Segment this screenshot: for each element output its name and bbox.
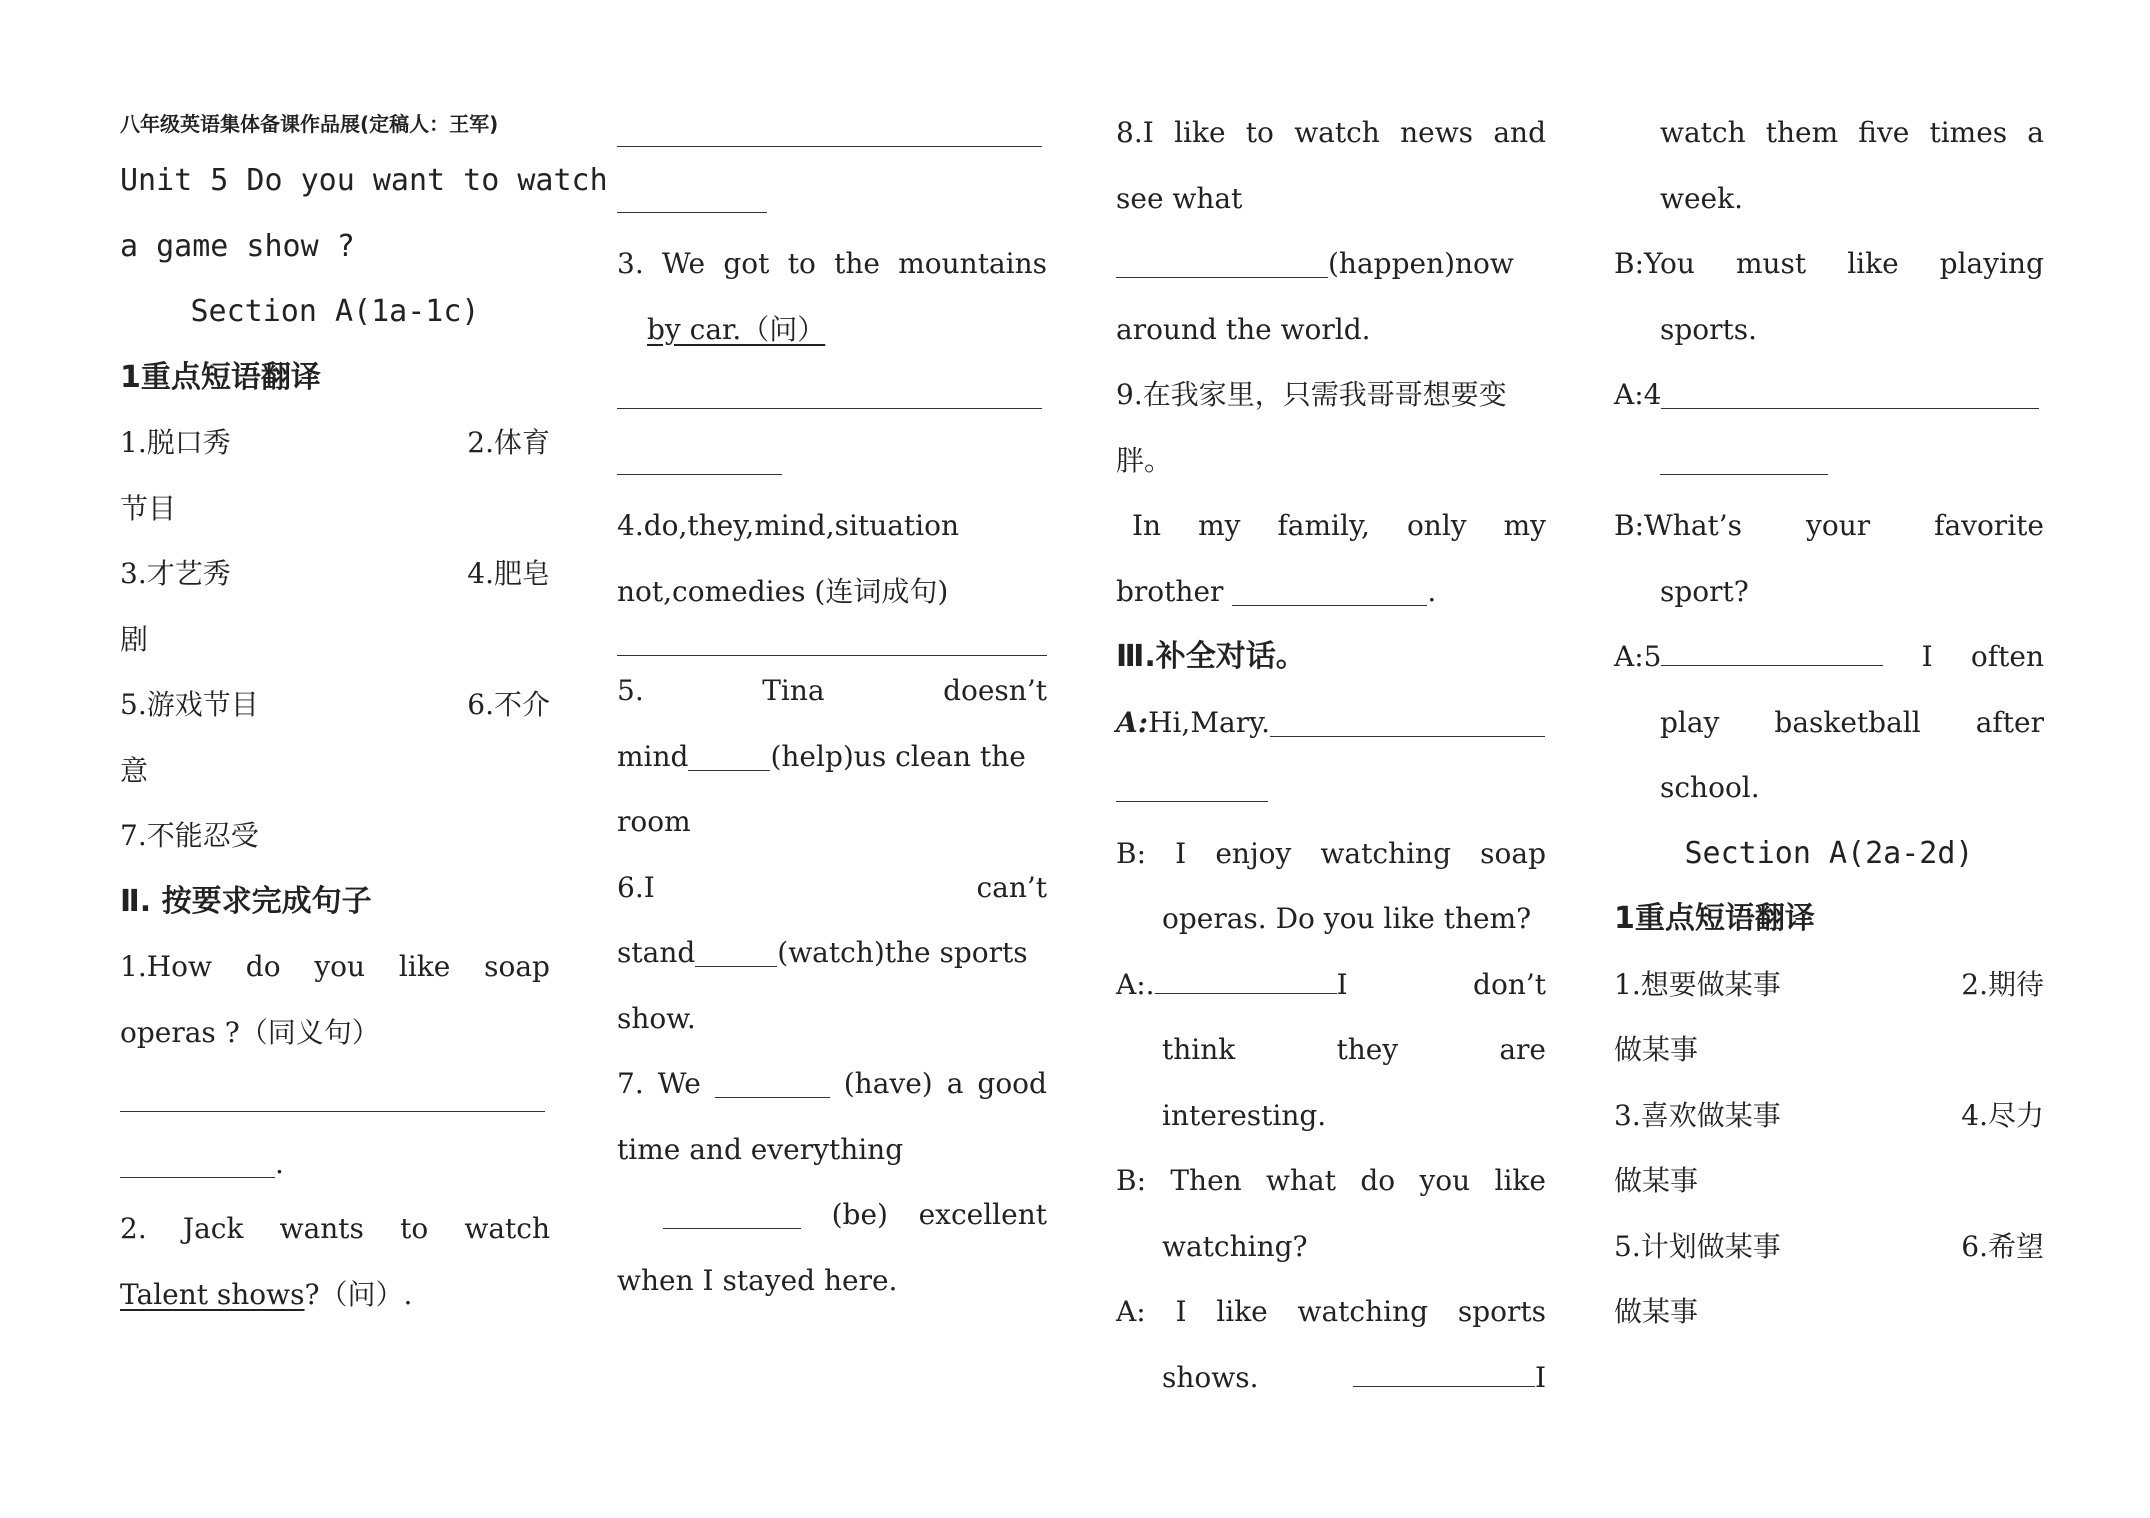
column-1 (120, 100, 608, 1327)
q5-line-3: room (617, 805, 691, 838)
word: they (1336, 1033, 1399, 1066)
word: family, (1277, 509, 1370, 542)
dialogue-line-9 (1614, 624, 2044, 690)
word: watch (1294, 116, 1380, 149)
dialogue-line-5-cont (1116, 1345, 1546, 1411)
dialogue-text: Hi,Mary. (1148, 705, 1271, 739)
word: enjoy (1215, 836, 1292, 870)
word: soap (484, 950, 550, 983)
q6-line (617, 855, 1047, 921)
p4-row-2-cont: 做某事 (1614, 1164, 1699, 1197)
dialogue-line-7-cont[interactable] (1614, 428, 2044, 494)
word: (be) (831, 1198, 888, 1231)
word: and (1493, 116, 1546, 149)
part-4-title: 1重点短语翻译 (1614, 901, 1815, 936)
p4-row-2 (1614, 1083, 2044, 1149)
document-header: 八年级英语集体备课作品展(定稿人：王军) (120, 112, 499, 136)
q9-line: 9.在我家里，只需我哥哥想要变 (1116, 378, 1507, 411)
word: the (834, 247, 880, 280)
word: I (1921, 640, 1933, 673)
word: after (1975, 705, 2044, 739)
q1-answer-line[interactable] (120, 1065, 550, 1131)
dialogue-line-3-cont (1116, 1017, 1546, 1083)
q3-answer-line[interactable] (617, 362, 1047, 428)
word: what (1266, 1164, 1336, 1197)
word: good (977, 1067, 1047, 1100)
speaker-label: A:5 (1614, 640, 1662, 673)
period: . (1427, 574, 1437, 608)
phrase: 5.计划做某事 (1614, 1229, 1781, 1263)
q1-line (120, 934, 550, 1000)
answer-blank[interactable] (1116, 773, 1268, 802)
word: a (2027, 116, 2044, 149)
dialogue-line-4 (1116, 1148, 1546, 1214)
word: sports (1457, 1295, 1546, 1328)
word: to (787, 247, 816, 280)
q3-line (617, 231, 1047, 297)
word: often (1970, 640, 2044, 673)
word: do (1360, 1164, 1396, 1197)
word: like (398, 950, 451, 983)
word: don’t (1473, 967, 1546, 1001)
phrase-row-1-cont: 节目 (120, 491, 177, 525)
q8-line-4: around the world. (1116, 312, 1371, 346)
word: (have) (843, 1067, 933, 1100)
column-3 (1116, 100, 1546, 1410)
phrase-1: 1.脱口秀 (120, 426, 231, 459)
dialogue-line-4-cont: watching? (1162, 1229, 1308, 1263)
phrase-3: 3.才艺秀 (120, 557, 231, 590)
word: 6.I (617, 870, 655, 904)
word: can’t (976, 870, 1047, 904)
word: watching (1297, 1295, 1429, 1328)
word: Jack (182, 1212, 244, 1245)
word: like (1174, 116, 1226, 149)
phrase-4: 4.肥皂 (467, 557, 550, 590)
q6-line-2 (617, 920, 1047, 986)
q4-answer-line[interactable] (617, 624, 1047, 658)
word: play (1660, 705, 1720, 739)
phrase-row-4: 7.不能忍受 (120, 819, 259, 852)
dialogue-line-8-cont: sport? (1660, 574, 1749, 608)
dialogue-line-5 (1116, 1279, 1546, 1345)
word: I (1175, 1295, 1187, 1328)
dialogue-line-8 (1614, 493, 2044, 559)
word: to (400, 1212, 429, 1245)
part-2-title: Ⅱ. 按要求完成句子 (120, 883, 372, 919)
word: news (1400, 116, 1474, 149)
phrase: 4.尽力 (1961, 1098, 2044, 1132)
word: Tina (762, 674, 825, 707)
q3-line-2 (617, 297, 1047, 363)
answer-blank[interactable] (120, 1083, 545, 1112)
q8-tail: (happen)now (1328, 247, 1514, 280)
answer-blank[interactable] (1232, 577, 1427, 606)
answer-blank[interactable] (617, 184, 767, 213)
phrase: 1.想要做某事 (1614, 967, 1781, 1001)
dialogue-line-6 (1614, 231, 2044, 297)
word: B:You (1614, 247, 1695, 280)
answer-blank[interactable] (617, 446, 782, 475)
q2-tail: ?（问）. (304, 1277, 413, 1311)
word: like (1216, 1295, 1268, 1328)
p4-row-1 (1614, 952, 2044, 1018)
word: soap (1480, 836, 1546, 870)
answer-blank[interactable] (715, 1069, 830, 1098)
q6-tail: (watch)the sports (777, 936, 1028, 969)
phrase-6: 6.不介 (467, 688, 550, 721)
q1-line-2: operas ?（同义句） (120, 1015, 380, 1049)
speaker-label: A:4 (1614, 378, 1662, 411)
unit-title-line-2: a game show ? (120, 228, 355, 264)
word: 7. (617, 1067, 644, 1100)
answer-blank[interactable] (1116, 249, 1328, 278)
word: watch (464, 1212, 550, 1245)
word: In (1132, 509, 1162, 542)
speaker-label: A:. (1116, 967, 1155, 1001)
word: got (723, 247, 770, 280)
word: watch (1660, 116, 1746, 149)
word: must (1735, 247, 1807, 280)
word: mountains (898, 247, 1047, 280)
word: are (1499, 1033, 1546, 1066)
phrase-row-2-cont: 剧 (120, 622, 149, 656)
phrase: 3.喜欢做某事 (1614, 1098, 1781, 1132)
unit-title-line-1: Unit 5 Do you want to watch (120, 163, 608, 198)
underlined-phrase: Talent shows (120, 1277, 305, 1311)
q2-line-2 (120, 1262, 550, 1328)
word: only (1406, 509, 1467, 542)
dialogue-line-6-cont: sports. (1660, 312, 1758, 346)
word: 3. (617, 247, 644, 280)
word: B: (1116, 836, 1147, 870)
word: A: (1116, 1295, 1146, 1328)
q8-line-2: see what (1116, 181, 1243, 215)
word: shows. (1162, 1360, 1259, 1394)
q3-answer-line-2[interactable] (617, 428, 1047, 494)
section-heading-1: Section A(1a-1c) (190, 294, 480, 329)
word: think (1162, 1033, 1236, 1066)
dialogue-line-3-end: interesting. (1162, 1098, 1327, 1132)
answer-blank[interactable] (1661, 637, 1883, 666)
word: B:What’s (1614, 509, 1743, 542)
word: 8.I (1116, 116, 1154, 149)
phrase-row-2 (120, 541, 550, 607)
word: 2. (120, 1212, 147, 1245)
word: 5. (617, 674, 644, 707)
column-2 (617, 100, 1047, 1313)
word: favorite (1934, 509, 2044, 542)
word: you (314, 950, 366, 983)
word: my (1198, 509, 1241, 542)
word: stand (617, 936, 696, 969)
q7-line-3 (617, 1182, 1047, 1248)
word: We (662, 247, 706, 280)
dialogue-line-3 (1116, 952, 1546, 1018)
answer-blank[interactable] (663, 1200, 801, 1229)
underlined-phrase: by car.（问） (647, 312, 826, 346)
phrase: 6.希望 (1961, 1229, 2044, 1263)
word: I (1534, 1360, 1546, 1394)
phrase-row-1 (120, 410, 550, 476)
period: . (275, 1146, 284, 1180)
word: I (1336, 967, 1348, 1001)
word: my (1503, 509, 1546, 542)
word: brother (1116, 574, 1224, 608)
q4-line: 4.do,they,mind,situation (617, 509, 960, 542)
answer-blank[interactable] (695, 938, 777, 967)
q9-line-4 (1116, 559, 1546, 625)
q6-line-3: show. (617, 1001, 696, 1035)
answer-blank[interactable] (120, 1149, 275, 1178)
p4-row-1-cont: 做某事 (1614, 1033, 1699, 1066)
q9-line-2: 胖。 (1116, 443, 1173, 477)
q5-line (617, 658, 1047, 724)
word: five (1858, 116, 1910, 149)
dialogue-line-7 (1614, 362, 2044, 428)
word: doesn’t (943, 674, 1047, 707)
q8-line (1116, 100, 1546, 166)
word: your (1806, 509, 1871, 542)
speaker-label: A: (1116, 705, 1149, 739)
dialogue-line-2 (1116, 821, 1546, 887)
q2-answer-line[interactable] (617, 100, 1047, 166)
word: mind (617, 739, 689, 773)
q4-line-2: not,comedies (连词成句) (617, 574, 949, 608)
word: do (245, 950, 281, 983)
word: excellent (918, 1198, 1047, 1231)
word: B: (1116, 1164, 1147, 1197)
word: them (1765, 116, 1839, 149)
word: wants (279, 1212, 364, 1245)
answer-blank[interactable] (1660, 446, 1828, 475)
dialogue-line-5-end: week. (1660, 181, 1743, 215)
word: watching (1320, 836, 1452, 870)
word: like (1847, 247, 1899, 280)
dialogue-line-9-end: school. (1660, 771, 1760, 804)
p4-row-3-cont: 做某事 (1614, 1295, 1699, 1328)
q7-line (617, 1051, 1047, 1117)
q7-line-4: when I stayed here. (617, 1263, 898, 1297)
q2-line (120, 1196, 550, 1262)
answer-blank[interactable] (1661, 380, 2039, 409)
phrase-2: 2.体育 (467, 426, 550, 459)
p4-row-3 (1614, 1214, 2044, 1280)
word: like (1494, 1164, 1546, 1197)
dialogue-line-1 (1116, 690, 1546, 756)
word: We (657, 1067, 701, 1100)
answer-blank[interactable] (617, 380, 1042, 409)
word: 1.How (120, 950, 212, 983)
phrase: 2.期待 (1961, 967, 2044, 1001)
phrase-5: 5.游戏节目 (120, 688, 259, 721)
word: I (1175, 836, 1187, 870)
answer-blank[interactable] (1353, 1358, 1535, 1387)
word: you (1419, 1164, 1471, 1197)
q8-line-3 (1116, 231, 1546, 297)
q1-answer-line-2[interactable] (120, 1131, 550, 1197)
dialogue-line-5-more (1614, 100, 2044, 166)
section-heading-2: Section A(2a-2d) (1684, 835, 1974, 871)
word: Then (1170, 1164, 1242, 1197)
answer-blank[interactable] (1270, 708, 1545, 737)
q5-tail: (help)us clean the (770, 739, 1026, 773)
answer-blank[interactable] (617, 627, 1047, 656)
q9-line-3 (1116, 493, 1546, 559)
word: to (1245, 116, 1274, 149)
column-4 (1614, 100, 2044, 1345)
word: times (1929, 116, 2008, 149)
part-1-title: 1重点短语翻译 (120, 359, 321, 395)
part-3-title: Ⅲ.补全对话。 (1116, 639, 1306, 674)
dialogue-line-1-cont[interactable] (1116, 755, 1546, 821)
q5-line-2 (617, 724, 1047, 790)
dialogue-line-9-cont (1614, 690, 2044, 756)
word: a (946, 1067, 964, 1100)
q7-line-2: time and everything (617, 1132, 904, 1166)
answer-blank[interactable] (617, 118, 1042, 147)
answer-blank[interactable] (688, 742, 770, 771)
word: playing (1939, 247, 2044, 280)
q2-answer-line-2[interactable] (617, 166, 1047, 232)
word: basketball (1774, 705, 1921, 739)
phrase-row-3 (120, 672, 550, 738)
phrase-row-3-cont: 意 (120, 753, 149, 787)
dialogue-line-2-cont: operas. Do you like them? (1162, 902, 1532, 935)
answer-blank[interactable] (1155, 965, 1337, 994)
